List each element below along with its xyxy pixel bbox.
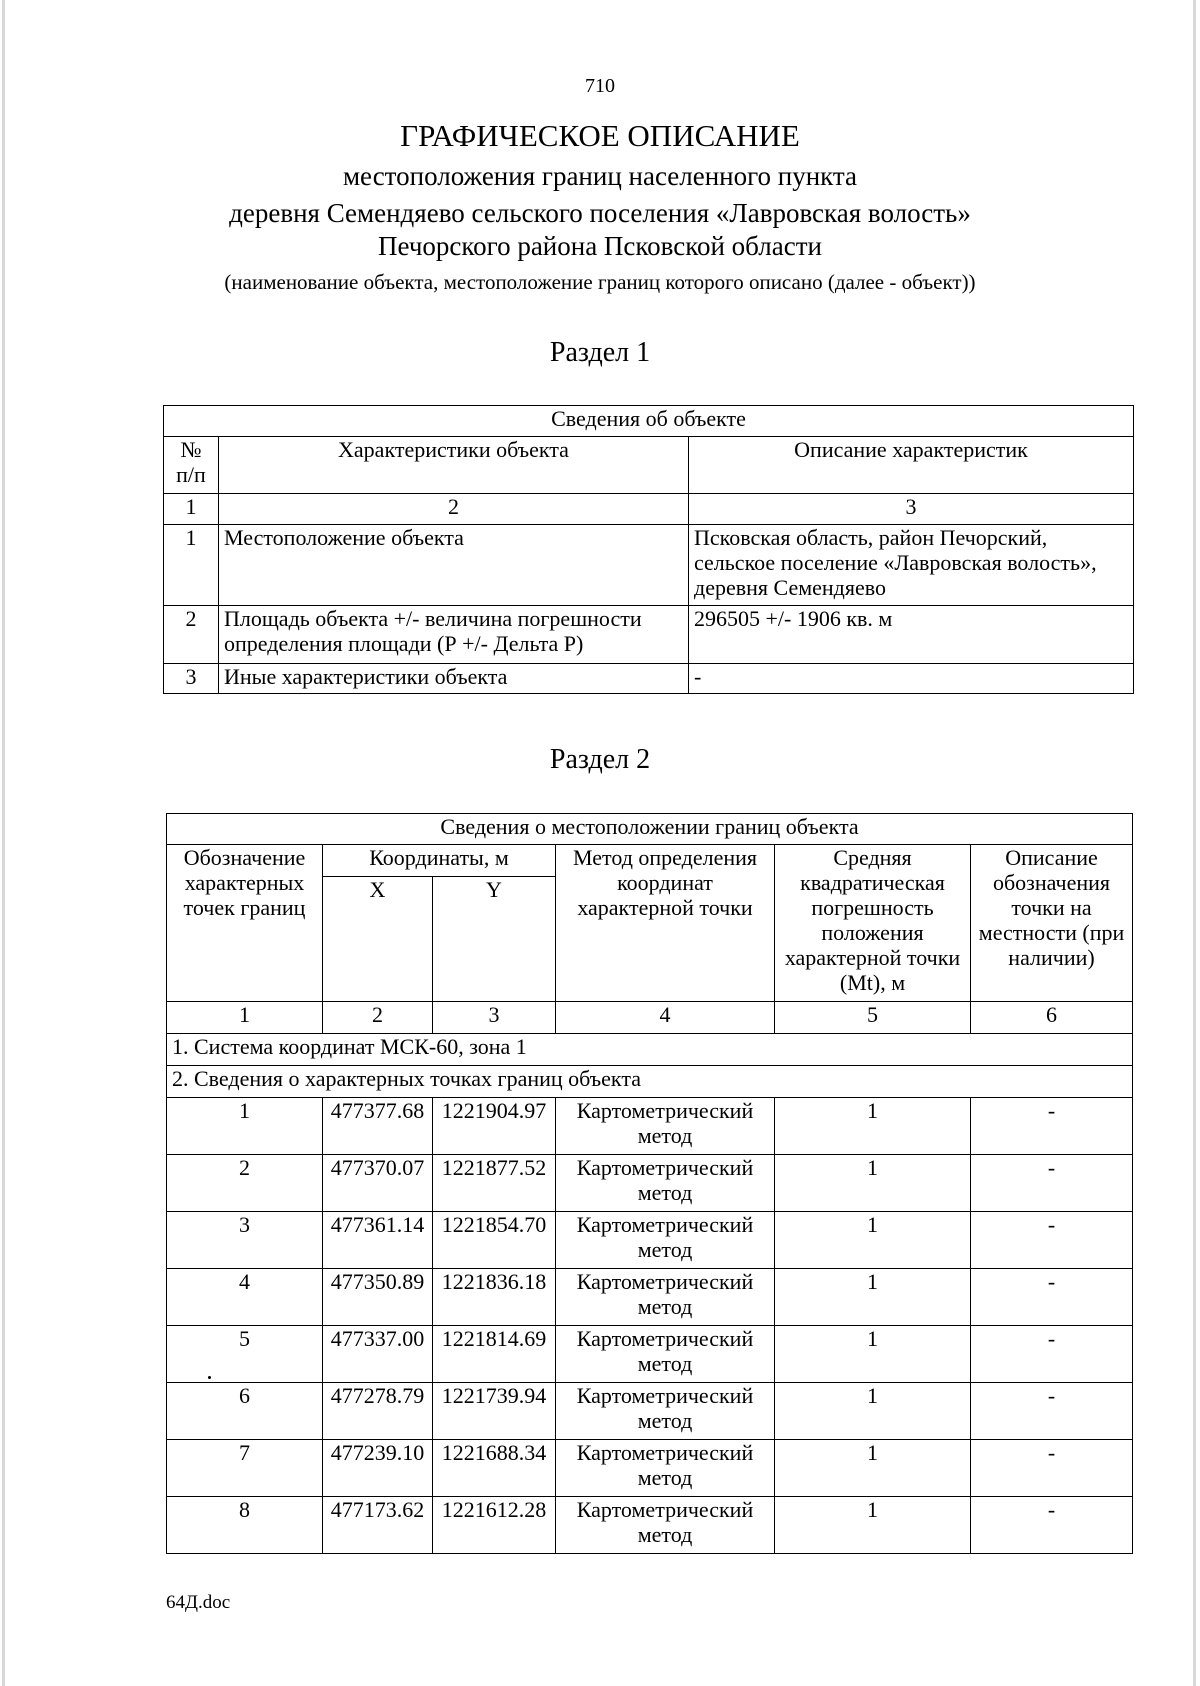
- row-value: 296505 +/- 1906 кв. м: [689, 606, 1134, 664]
- x-coordinate-cell: 477278.79: [323, 1383, 433, 1440]
- mt-cell: 1: [775, 1212, 971, 1269]
- header-coords: Координаты, м: [323, 845, 556, 877]
- header-method: Метод определения координат характерной точки: [556, 845, 775, 1002]
- mt-cell: 1: [775, 1269, 971, 1326]
- table-row: [167, 1497, 1133, 1554]
- point-description-cell: -: [971, 1098, 1133, 1155]
- subtitle-line-2: деревня Семендяево сельского поселения «Лавровская волость»: [229, 198, 971, 228]
- table-row: [164, 606, 1134, 664]
- section1-heading: Раздел 1: [549, 337, 651, 368]
- method-cell: Картометрический метод: [556, 1098, 775, 1155]
- point-description-cell: -: [971, 1440, 1133, 1497]
- y-coordinate-cell: 1221854.70: [433, 1212, 556, 1269]
- mt-cell: 1: [775, 1098, 971, 1155]
- point-number-cell: 5: [167, 1326, 323, 1383]
- row-name: Местоположение объекта: [219, 525, 689, 606]
- x-coordinate-cell: 477350.89: [323, 1269, 433, 1326]
- header-num: № п/п: [164, 437, 219, 494]
- point-number-cell: 8: [167, 1497, 323, 1554]
- header-y: Y: [433, 877, 556, 1002]
- mt-cell: 1: [775, 1155, 971, 1212]
- point-number-cell: 1: [167, 1098, 323, 1155]
- method-cell: Картометрический метод: [556, 1269, 775, 1326]
- point-description-cell: -: [971, 1497, 1133, 1554]
- y-coordinate-cell: 1221836.18: [433, 1269, 556, 1326]
- mt-cell: 1: [775, 1383, 971, 1440]
- col-number: 3: [433, 1002, 556, 1034]
- y-coordinate-cell: 1221877.52: [433, 1155, 556, 1212]
- x-coordinate-cell: 477370.07: [323, 1155, 433, 1212]
- col-number: 2: [219, 494, 689, 525]
- table-row: [164, 664, 1134, 694]
- row-value: -: [689, 664, 1134, 694]
- mt-cell: 1: [775, 1440, 971, 1497]
- boundary-table-title: Сведения о местоположении границ объекта: [167, 814, 1133, 845]
- row-name: Площадь объекта +/- величина погрешности определения площади (Р +/- Дельта Р): [219, 606, 689, 664]
- row-num: 2: [164, 606, 219, 664]
- y-coordinate-cell: 1221814.69: [433, 1326, 556, 1383]
- row-num: 1: [164, 525, 219, 606]
- header-point: Обозначение характерных точек границ: [167, 845, 323, 1002]
- document-title: ГРАФИЧЕСКОЕ ОПИСАНИЕ: [400, 118, 800, 153]
- coordinate-system-row: 1. Система координат МСК-60, зона 1: [167, 1034, 1133, 1066]
- table-row: [167, 1269, 1133, 1326]
- y-coordinate-cell: 1221612.28: [433, 1497, 556, 1554]
- method-cell: Картометрический метод: [556, 1155, 775, 1212]
- row-num: 3: [164, 664, 219, 694]
- header-characteristics: Характеристики объекта: [219, 437, 689, 494]
- section2-heading: Раздел 2: [549, 744, 651, 775]
- point-description-cell: -: [971, 1383, 1133, 1440]
- table-row: [167, 1383, 1133, 1440]
- row-name: Иные характеристики объекта: [219, 664, 689, 694]
- method-cell: Картометрический метод: [556, 1440, 775, 1497]
- object-info-title: Сведения об объекте: [164, 406, 1134, 437]
- point-number-cell: 7: [167, 1440, 323, 1497]
- page-number: 710: [585, 75, 615, 97]
- point-number-cell: 3: [167, 1212, 323, 1269]
- col-number: 2: [323, 1002, 433, 1034]
- object-info-table: [163, 405, 1134, 694]
- method-cell: Картометрический метод: [556, 1212, 775, 1269]
- point-number-cell: 2: [167, 1155, 323, 1212]
- boundary-points-table: [166, 813, 1133, 1554]
- col-number: 1: [164, 494, 219, 525]
- subtitle-line-3: Печорского района Псковской области: [378, 231, 822, 261]
- table-row: [167, 1155, 1133, 1212]
- table-row: [167, 1440, 1133, 1497]
- y-coordinate-cell: 1221739.94: [433, 1383, 556, 1440]
- method-cell: Картометрический метод: [556, 1497, 775, 1554]
- table-row: [167, 1326, 1133, 1383]
- col-number: 6: [971, 1002, 1133, 1034]
- x-coordinate-cell: 477377.68: [323, 1098, 433, 1155]
- col-number: 3: [689, 494, 1134, 525]
- table-row: [167, 1098, 1133, 1155]
- table-row: [164, 525, 1134, 606]
- mt-cell: 1: [775, 1326, 971, 1383]
- points-body: [167, 1098, 1133, 1554]
- y-coordinate-cell: 1221688.34: [433, 1440, 556, 1497]
- y-coordinate-cell: 1221904.97: [433, 1098, 556, 1155]
- point-description-cell: -: [971, 1269, 1133, 1326]
- point-number-cell: 6: [167, 1383, 323, 1440]
- mt-cell: 1: [775, 1497, 971, 1554]
- subtitle-line-1: местоположения границ населенного пункта: [342, 161, 858, 191]
- col-number: 4: [556, 1002, 775, 1034]
- header-x: X: [323, 877, 433, 1002]
- object-note: (наименование объекта, местоположение границ которого описано (далее - объект)): [224, 270, 976, 294]
- point-description-cell: -: [971, 1212, 1133, 1269]
- col-number: 5: [775, 1002, 971, 1034]
- x-coordinate-cell: 477337.00: [323, 1326, 433, 1383]
- x-coordinate-cell: 477239.10: [323, 1440, 433, 1497]
- point-number-cell: 4: [167, 1269, 323, 1326]
- point-description-cell: -: [971, 1155, 1133, 1212]
- header-error: Средняя квадратическая погрешность положения характерной точки (Mt), м: [775, 845, 971, 1002]
- x-coordinate-cell: 477173.62: [323, 1497, 433, 1554]
- col-number: 1: [167, 1002, 323, 1034]
- x-coordinate-cell: 477361.14: [323, 1212, 433, 1269]
- table-row: [167, 1212, 1133, 1269]
- footer-filename: 64Д.doc: [166, 1592, 231, 1613]
- points-info-row: 2. Сведения о характерных точках границ объекта: [167, 1066, 1133, 1098]
- scan-speck: [208, 1376, 211, 1379]
- point-description-cell: -: [971, 1326, 1133, 1383]
- row-value: Псковская область, район Печорский, сельское поселение «Лавровская волость», деревня Семендяево: [689, 525, 1134, 606]
- header-description: Описание обозначения точки на местности (при наличии): [971, 845, 1133, 1002]
- method-cell: Картометрический метод: [556, 1383, 775, 1440]
- header-description: Описание характеристик: [689, 437, 1134, 494]
- method-cell: Картометрический метод: [556, 1326, 775, 1383]
